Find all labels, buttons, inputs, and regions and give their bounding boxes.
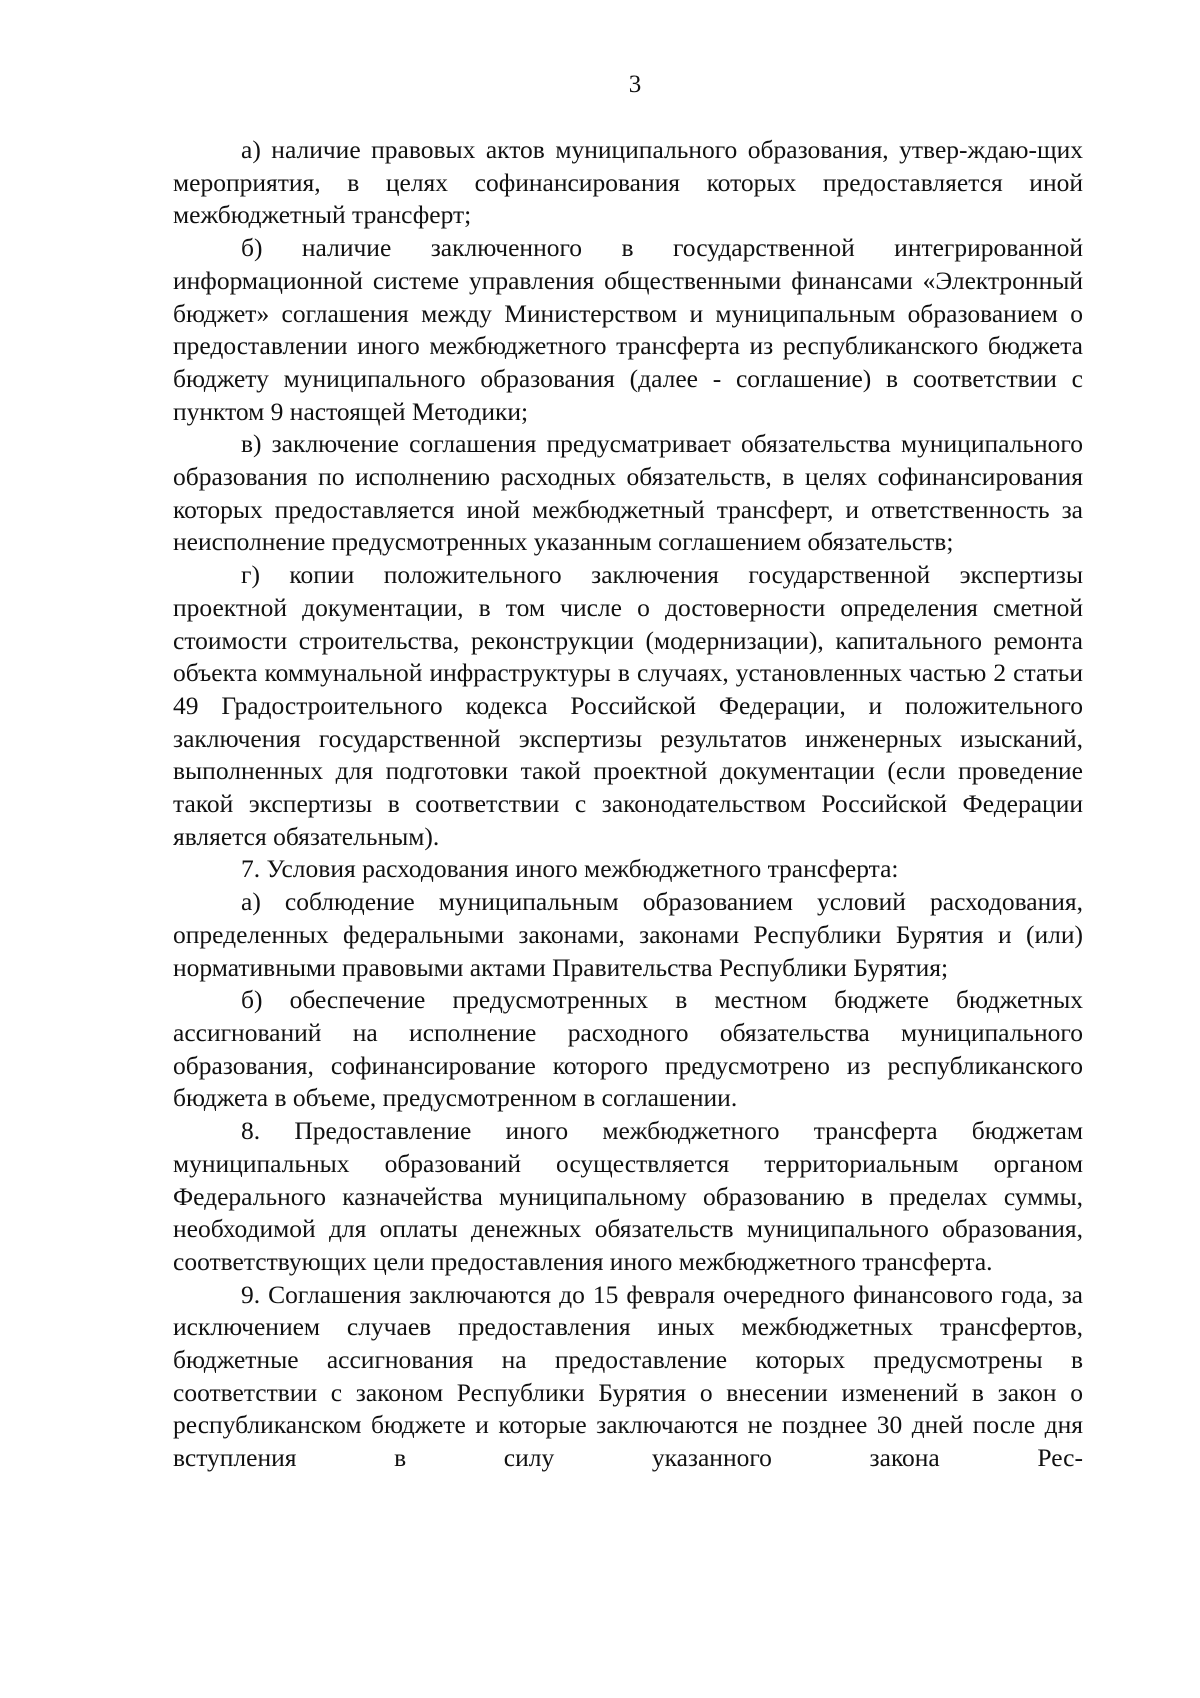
paragraph-6a: а) наличие правовых актов муниципального образования, утвер-ждаю-щих мероприятия, в целях софинансирования которых предоставляется иной межбюджетный трансферт; [173,135,1083,230]
page-number: 3 [628,71,642,98]
paragraph-7-heading: 7. Условия расходования иного межбюджетного трансферта: [241,854,899,884]
paragraph-9: 9. Соглашения заключаются до 15 февраля очередного финансового года, за исключением случаев предоставления иных межбюджетных трансфертов, бюджетные ассигнования на предоставление которых предусмотрены в соответствии с законом Республики Бурятия о внесении изменений в закон о республиканском бюджете и которые заключаются не позднее 30 дней после дня вступления в силу указанного закона Рес- [173,1279,1083,1473]
paragraph-7b: б) обеспечение предусмотренных в местном бюджете бюджетных ассигнований на исполнение расходного обязательства муниципального образования, софинансирование которого предусмотрено из республиканского бюджета в объеме, предусмотренном в соглашении. [173,985,1083,1113]
paragraph-6b: б) наличие заключенного в государственной интегрированной информационной системе управления общественными финансами «Электронный бюджет» соглашения между Министерством и муниципальным образованием о предоставлении иного межбюджетного трансферта из республиканского бюджета бюджету муниципального образования (далее - соглашение) в соответствии с пунктом 9 настоящей Методики; [173,233,1083,426]
document-body [173,134,1083,1475]
paragraph-7a: а) соблюдение муниципальным образованием условий расходования, определенных федеральными законами, законами Республики Бурятия и (или) нормативными правовыми актами Правительства Республики Бурятия; [173,887,1083,982]
paragraph-6v: в) заключение соглашения предусматривает обязательства муниципального образования по исполнению расходных обязательств, в целях софинансирования которых предоставляется иной межбюджетный трансферт, и ответственность за неисполнение предусмотренных указанным соглашением обязательств; [173,429,1083,557]
paragraph-6g: г) копии положительного заключения государственной экспертизы проектной документации, в том числе о достоверности определения сметной стоимости строительства, реконструкции (модернизации), капитального ремонта объекта коммунальной инфраструктуры в случаях, установленных частью 2 статьи 49 Градостроительного кодекса Российской Федерации, и положительного заключения государственной экспертизы результатов инженерных изысканий, выполненных для подготовки такой проектной документации (если проведение такой экспертизы в соответствии с законодательством Российской Федерации является обязательным). [173,560,1083,851]
paragraph-8: 8. Предоставление иного межбюджетного трансферта бюджетам муниципальных образований осуществляется территориальным органом Федерального казначейства муниципальному образованию в пределах суммы, необходимой для оплаты денежных обязательств муниципального образования, соответствующих цели предоставления иного межбюджетного трансферта. [173,1116,1083,1276]
